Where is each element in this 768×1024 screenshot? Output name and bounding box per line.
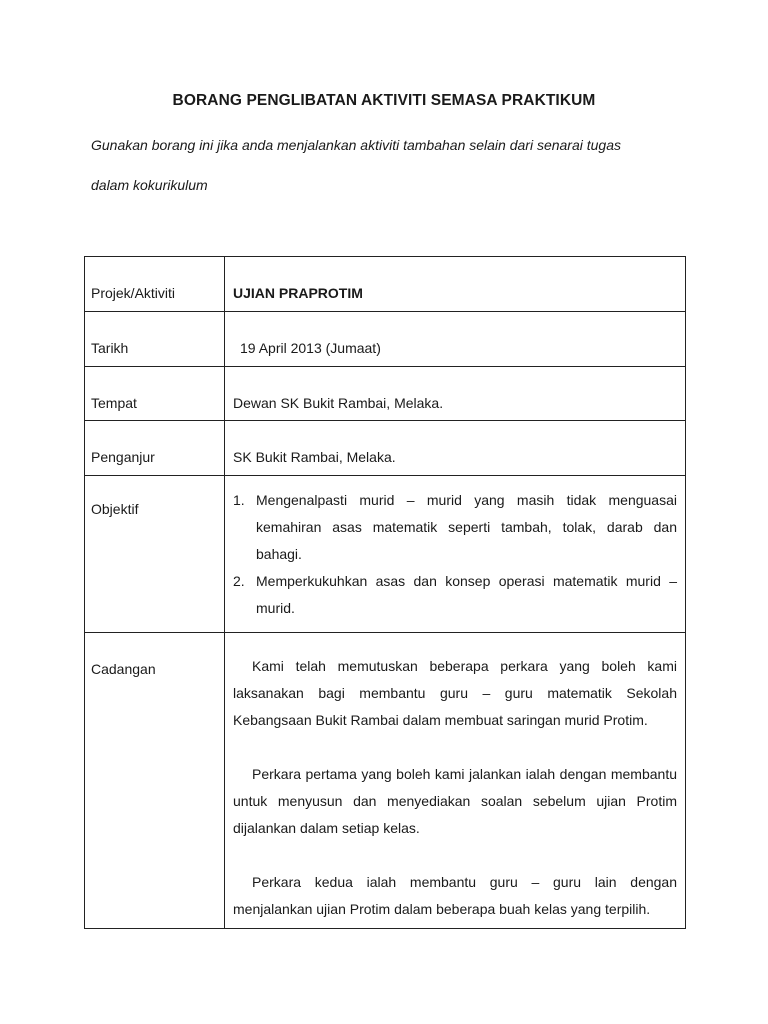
activity-form-table: [84, 256, 686, 929]
objektif-item-2: 2. Memperkukuhkan asas dan konsep operasi matematik murid – murid.: [233, 573, 677, 616]
cadangan-paragraph-1: Kami telah memutuskan beberapa perkara yang boleh kami laksanakan bagi membantu guru – guru matematik Sekolah Kebangsaan Bukit Rambai dalam membuat saringan murid Protim.: [233, 658, 677, 728]
row-tempat: [85, 367, 686, 421]
objektif-list: [233, 476, 677, 622]
value-projek: UJIAN PRAPROTIM: [225, 257, 686, 312]
label-projek: Projek/Aktiviti: [85, 257, 225, 312]
row-objektif: [85, 476, 686, 633]
label-penganjur: Penganjur: [85, 421, 225, 476]
label-tarikh: Tarikh: [85, 312, 225, 367]
value-penganjur: SK Bukit Rambai, Melaka.: [225, 421, 686, 476]
label-tempat: Tempat: [85, 367, 225, 421]
row-projek: [85, 257, 686, 312]
cadangan-paragraph-2: Perkara pertama yang boleh kami jalankan ialah dengan membantu untuk menyusun dan menyediakan soalan sebelum ujian Protim dijalankan dalam setiap kelas.: [233, 766, 677, 836]
objektif-item-1: 1. Mengenalpasti murid – murid yang masih tidak menguasai kemahiran asas matematik seperti tambah, tolak, darab dan bahagi.: [233, 492, 677, 562]
cadangan-paragraph-3: Perkara kedua ialah membantu guru – guru lain dengan menjalankan ujian Protim dalam beberapa buah kelas yang terpilih.: [233, 874, 677, 917]
instruction-line-2: dalam kokurikulum: [91, 177, 208, 193]
value-cadangan: [225, 633, 686, 929]
value-tempat: Dewan SK Bukit Rambai, Melaka.: [225, 367, 686, 421]
instruction-line-1: Gunakan borang ini jika anda menjalankan aktiviti tambahan selain dari senarai tugas: [91, 137, 621, 153]
row-penganjur: [85, 421, 686, 476]
label-cadangan: Cadangan: [85, 633, 225, 929]
label-objektif: Objektif: [85, 476, 225, 633]
document-title: BORANG PENGLIBATAN AKTIVITI SEMASA PRAKTIKUM: [172, 92, 596, 109]
row-tarikh: [85, 312, 686, 367]
value-objektif: [225, 476, 686, 633]
value-tarikh: 19 April 2013 (Jumaat): [225, 312, 686, 367]
row-cadangan: [85, 633, 686, 929]
